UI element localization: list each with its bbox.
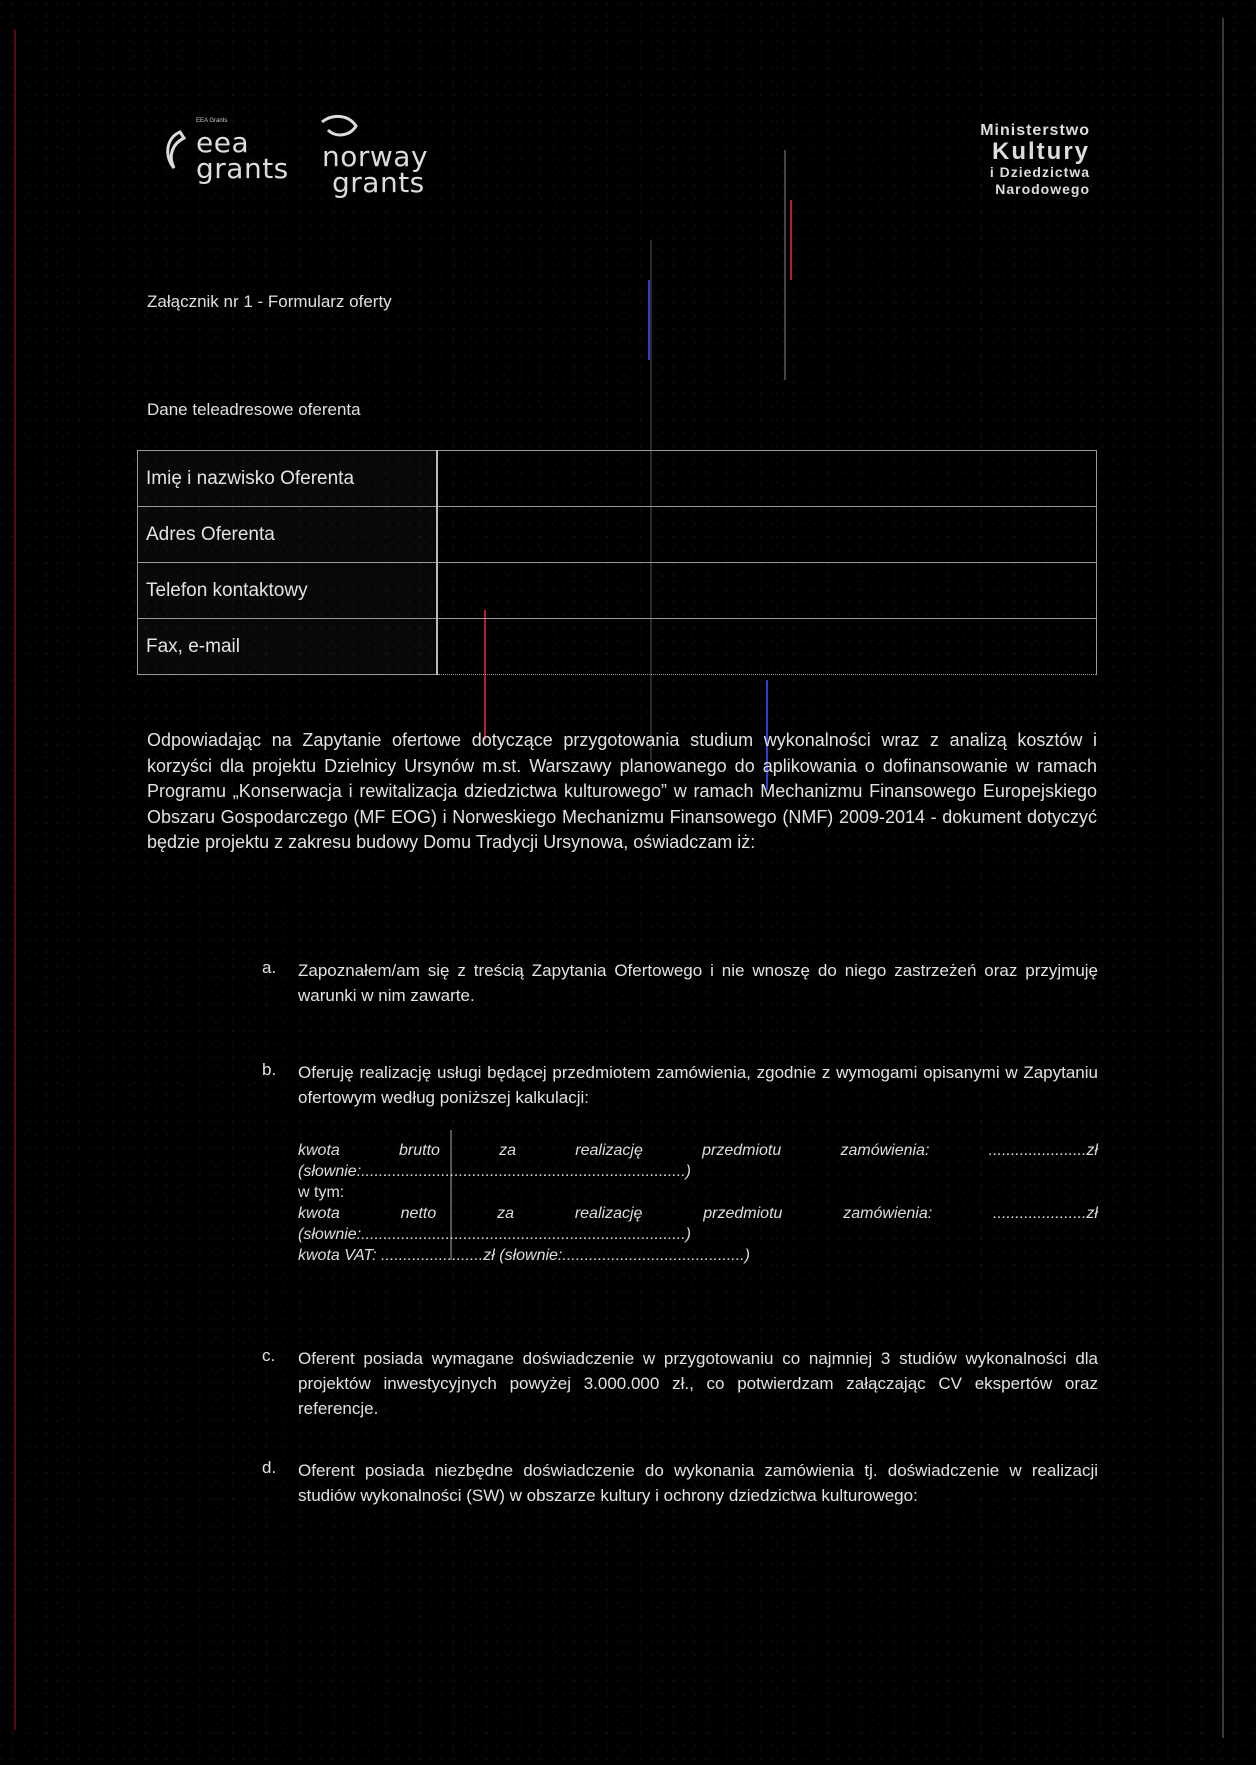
item-text: Oferent posiada niezbędne doświadczenie do wykonania zamówienia tj. doświadczenie w realizacji studiów wykonalności (SW) w obszarze kultury i ochrony dziedzictwa kulturowego: bbox=[298, 1461, 1098, 1505]
net-word: realizację bbox=[574, 1205, 643, 1222]
eea-word: eea bbox=[196, 126, 250, 159]
gross-word: za bbox=[499, 1142, 517, 1159]
norway-swirl-icon bbox=[318, 112, 368, 142]
gross-amount-row bbox=[298, 1140, 1098, 1161]
vat-amount-field[interactable]: kwota VAT: .......................zł (słownie:.........................................) bbox=[298, 1247, 750, 1264]
net-word: zamówienia: bbox=[843, 1205, 933, 1222]
contact-table bbox=[137, 450, 1097, 675]
contact-label-fax-email: Fax, e-mail bbox=[138, 619, 438, 675]
contact-value-fax-email[interactable] bbox=[437, 619, 1097, 675]
gross-word: przedmiotu bbox=[702, 1142, 782, 1159]
ministry-line-1: Ministerstwo bbox=[980, 122, 1090, 139]
scan-edge-left bbox=[14, 30, 16, 1730]
net-words-field[interactable]: (słownie:.........................................................................) bbox=[298, 1226, 691, 1243]
intro-paragraph: Odpowiadając na Zapytanie ofertowe dotyczące przygotowania studium wykonalności wraz z analizą kosztów i korzyści dla projektu Dzielnicy Ursynów m.st. Warszawy planowanego do aplikowania o dofinansowanie w ramach Programu „Konserwacja i rewitalizacja dziedzictwa kulturowego” w ramach Mechanizmu Finansowego Europejskiego Obszaru Gospodarczego (MF EOG) i Norweskiego Mechanizmu Finansowego (NMF) 2009-2014 - dokument dotyczyć będzie projektu z zakresu budowy Domu Tradycji Ursynowa, oświadczam iż: bbox=[147, 730, 1097, 852]
net-word: kwota bbox=[298, 1205, 340, 1222]
item-marker: c. bbox=[262, 1346, 276, 1365]
net-word: przedmiotu bbox=[703, 1205, 783, 1222]
table-row bbox=[138, 619, 1097, 675]
gross-word: realizację bbox=[575, 1142, 643, 1159]
item-text: Zapoznałem/am się z treścią Zapytania Ofertowego i nie wnoszę do niego zastrzeżeń oraz przyjmuję warunki w nim zawarte. bbox=[298, 961, 1098, 1005]
scan-edge-right bbox=[1222, 18, 1224, 1738]
net-amount-field[interactable]: .....................zł bbox=[993, 1205, 1098, 1222]
annex-title: Załącznik nr 1 - Formularz oferty bbox=[147, 292, 392, 311]
eea-grants-logo bbox=[160, 118, 300, 198]
item-marker: b. bbox=[262, 1060, 277, 1079]
scan-artifact-line bbox=[784, 150, 786, 380]
item-text: Oferent posiada wymagane doświadczenie w przygotowaniu co najmniej 3 studiów wykonalności dla projektów inwestycyjnych powyżej 3.000.000 zł., co potwierdzam załączając CV ekspertów oraz referencje. bbox=[298, 1349, 1098, 1418]
norway-grants-logo bbox=[318, 112, 458, 198]
ministry-line-4: Narodowego bbox=[995, 181, 1090, 197]
item-text: Oferuję realizację usługi będącej przedmiotem zamówienia, zgodnie z wymogami opisanymi w Zapytaniu ofertowym według poniższej kalkulacji: bbox=[298, 1063, 1098, 1107]
contact-value-phone[interactable] bbox=[437, 563, 1097, 619]
ministry-logo bbox=[940, 122, 1090, 198]
scan-artifact-line bbox=[790, 200, 792, 280]
gross-word: zamówienia: bbox=[840, 1142, 930, 1159]
net-amount-row bbox=[298, 1203, 1098, 1224]
table-row bbox=[138, 563, 1097, 619]
gross-amount-field[interactable]: ......................zł bbox=[988, 1142, 1098, 1159]
eea-leaf-icon bbox=[160, 128, 190, 172]
including-label: w tym: bbox=[298, 1184, 345, 1201]
item-marker: d. bbox=[262, 1458, 277, 1477]
contact-value-address[interactable] bbox=[437, 507, 1097, 563]
gross-word: kwota bbox=[298, 1142, 340, 1159]
ministry-line-3: i Dziedzictwa bbox=[989, 164, 1090, 180]
contact-heading: Dane teleadresowe oferenta bbox=[147, 400, 361, 419]
net-word: za bbox=[497, 1205, 514, 1222]
gross-word: brutto bbox=[399, 1142, 440, 1159]
table-row bbox=[138, 451, 1097, 507]
net-word: netto bbox=[400, 1205, 437, 1222]
contact-label-address: Adres Oferenta bbox=[138, 507, 438, 563]
contact-label-name: Imię i nazwisko Oferenta bbox=[138, 451, 438, 507]
eea-small-text: EEA Grants bbox=[196, 118, 228, 124]
scan-artifact-line bbox=[648, 280, 650, 360]
ministry-line-2: Kultury bbox=[992, 138, 1090, 165]
item-marker: a. bbox=[262, 958, 277, 977]
table-row bbox=[138, 507, 1097, 563]
contact-value-name[interactable] bbox=[437, 451, 1097, 507]
norway-grants-word: grants bbox=[332, 166, 425, 199]
norway-word: norway bbox=[322, 140, 429, 173]
contact-label-phone: Telefon kontaktowy bbox=[138, 563, 438, 619]
gross-words-field[interactable]: (słownie:.........................................................................) bbox=[298, 1163, 691, 1180]
eea-grants-word: grants bbox=[196, 152, 289, 185]
price-calculation bbox=[298, 1140, 1098, 1266]
